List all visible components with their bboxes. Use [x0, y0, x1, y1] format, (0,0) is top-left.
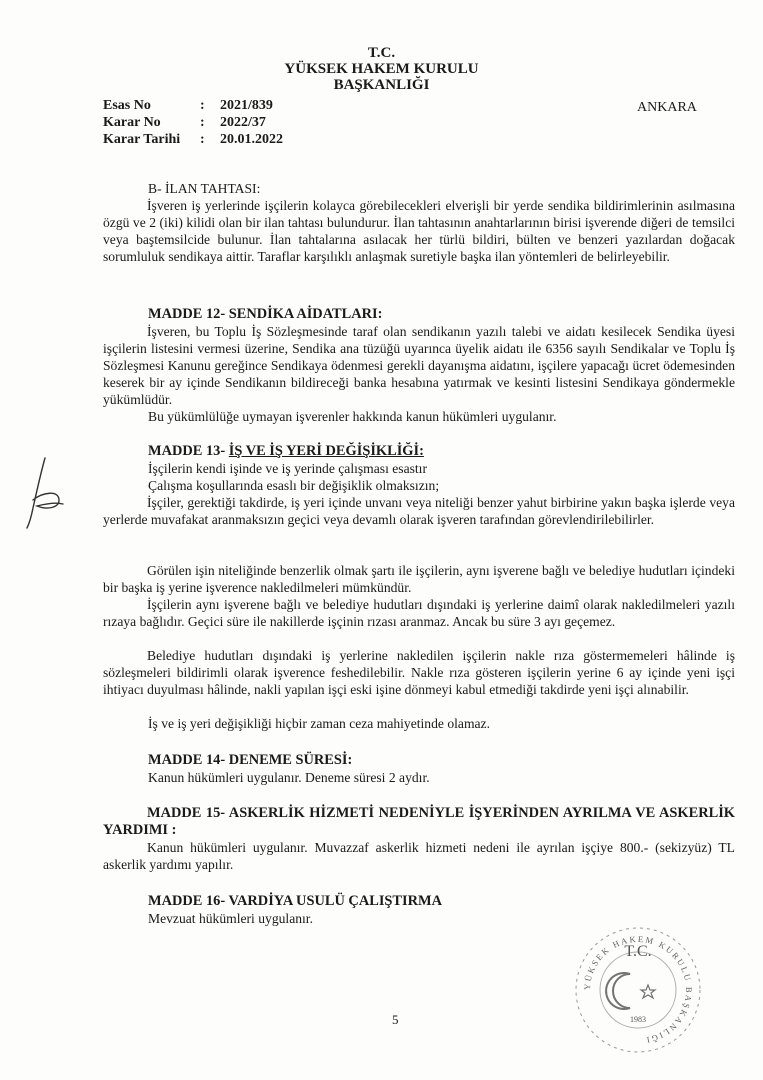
meta-value: 2022/37: [220, 115, 266, 130]
meta-block: [103, 97, 283, 148]
meta-sep: :: [200, 132, 205, 147]
meta-row-karar: [103, 114, 283, 131]
header-kurul: YÜKSEK HAKEM KURULU: [284, 61, 479, 77]
meta-label: Karar No: [103, 115, 161, 130]
meta-sep: :: [200, 98, 205, 113]
signature-mark: [15, 450, 75, 530]
madde-13-p4: Görülen işin niteliğinde benzerlik olmak şartı ile işçilerin, aynı işverene bağlı ve belediye hudutları içindeki bir başka iş yerine işverence nakledilmeleri mümkündür.: [103, 563, 735, 595]
meta-label: Karar Tarihi: [103, 132, 181, 147]
meta-row-esas: [103, 97, 283, 114]
meta-label: Esas No: [103, 98, 151, 113]
header-baskanlik: BAŞKANLIĞI: [333, 77, 430, 93]
section-b-title: B- İLAN TAHTASI:: [148, 181, 261, 196]
seal-crescent-star-icon: [606, 973, 655, 1009]
madde-13-l1: İşçilerin kendi işinde ve iş yerinde çalışması esastır: [148, 461, 427, 476]
section-b-body: İşveren iş yerlerinde işçilerin kolayca görebilecekleri elverişli bir yerde sendika bildirimlerinin asılmasına özgü ve 2 (iki) kilidi olan bir ilan tahtası bulundurur. İlan tahtasının anahtarlarının birisi işverende diğeri de temsilci veya baştemsilcide bulunur. İlan tahtalarına asılacak her türlü bildiri, bülten ve benzeri yazılardan doğacak sorumluluk sendikaya aittir. Taraflar karşılıklı anlaşmak suretiyle başka ilan yöntemleri de belirleyebilir.: [103, 198, 735, 264]
seal-ring-text: YÜKSEK HAKEM KURULU BAŞKANLIĞI: [581, 933, 695, 1046]
madde-12-p1: İşveren, bu Toplu İş Sözleşmesinde taraf olan sendikanın yazılı talebi ve aidatı kesilecek Sendika üyesi işçilerin listesini vermesi üzerine, Sendika ana tüzüğü uyarınca üyelik aidatı ile 6356 sayılı Sendikalar ve Toplu İş Sözleşmesi Kanunu gereğince Sendikaya ödenmesi gerekli dayanışma aidatını, işçilere yapacağı ücret ödemesinden keserek bir ay içinde Sendikanın bildireceği banka hesabına yatırmak ve kesinti listesini Sendikaya göndermekle yükümlüdür.: [103, 324, 735, 407]
header-tc: T.C.: [367, 45, 396, 61]
madde-13-p6: Belediye hudutları dışındaki iş yerlerine nakledilen işçilerin nakle rıza göstermemeleri hâlinde iş sözleşmeleri bildirimli olarak işverence feshedilebilir. Nakle rıza gösteren işçilerin yerine 6 ay içinde yeni işçi ihtiyacı duyulması hâlinde, nakli yapılan işçi eski işine dönmeyi kabul etmediği takdirde yeni işçi alınabilir.: [103, 648, 735, 697]
madde-12-title: MADDE 12- SENDİKA AİDATLARI:: [148, 306, 383, 322]
page-number: 5: [392, 1012, 399, 1027]
madde-13-p7: İş ve iş yeri değişikliği hiçbir zaman ceza mahiyetinde olamaz.: [148, 716, 490, 731]
madde-13-title: [148, 443, 424, 460]
seal-center-text: T.C.: [624, 943, 652, 960]
seal-year: 1983: [630, 1015, 646, 1024]
meta-sep: :: [200, 115, 205, 130]
meta-value: 20.01.2022: [220, 132, 283, 147]
madde-13-p3: İşçiler, gerektiği takdirde, iş yeri içinde unvanı veya niteliği benzer yahut birbirine yakın başka işlerde veya yerlerde muvafakat aranmaksızın geçici veya devamlı olarak işveren tarafından görevlendirilebilirler.: [103, 495, 735, 527]
madde-13-title-underlined: İŞ VE İŞ YERİ DEĞİŞİKLİĞİ:: [228, 443, 424, 459]
madde-14-body: Kanun hükümleri uygulanır. Deneme süresi 2 aydır.: [148, 770, 430, 785]
madde-15-body: Kanun hükümleri uygulanır. Muvazzaf askerlik hizmeti nedeni ile ayrılan işçiye 800.- (sekizyüz) TL askerlik yardımı yapılır.: [103, 840, 735, 872]
madde-15-title: MADDE 15- ASKERLİK HİZMETİ NEDENİYLE İŞYERİNDEN AYRILMA VE ASKERLİK YARDIMI :: [103, 805, 735, 838]
madde-13-p5: İşçilerin aynı işverene bağlı ve belediye hudutları dışındaki iş yerlerine daimî olarak nakledilmeleri yazılı rızaya bağlıdır. Geçici süre ile nakillerde işçinin rızası aranmaz. Ancak bu süre 3 ayı geçemez.: [103, 597, 735, 629]
madde-12-p2: Bu yükümlülüğe uymayan işverenler hakkında kanun hükümleri uygulanır.: [148, 409, 557, 424]
meta-value: 2021/839: [220, 98, 273, 113]
madde-13-l2: Çalışma koşullarında esaslı bir değişiklik olmaksızın;: [148, 478, 440, 493]
madde-14-title: MADDE 14- DENEME SÜRESİ:: [148, 752, 353, 768]
meta-row-tarih: [103, 131, 283, 148]
madde-16-body: Mevzuat hükümleri uygulanır.: [148, 911, 313, 926]
madde-16-title: MADDE 16- VARDİYA USULÜ ÇALIŞTIRMA: [148, 893, 442, 909]
madde-13-prefix: MADDE 13-: [148, 443, 229, 459]
city: ANKARA: [637, 100, 697, 115]
official-seal: [568, 910, 708, 1060]
